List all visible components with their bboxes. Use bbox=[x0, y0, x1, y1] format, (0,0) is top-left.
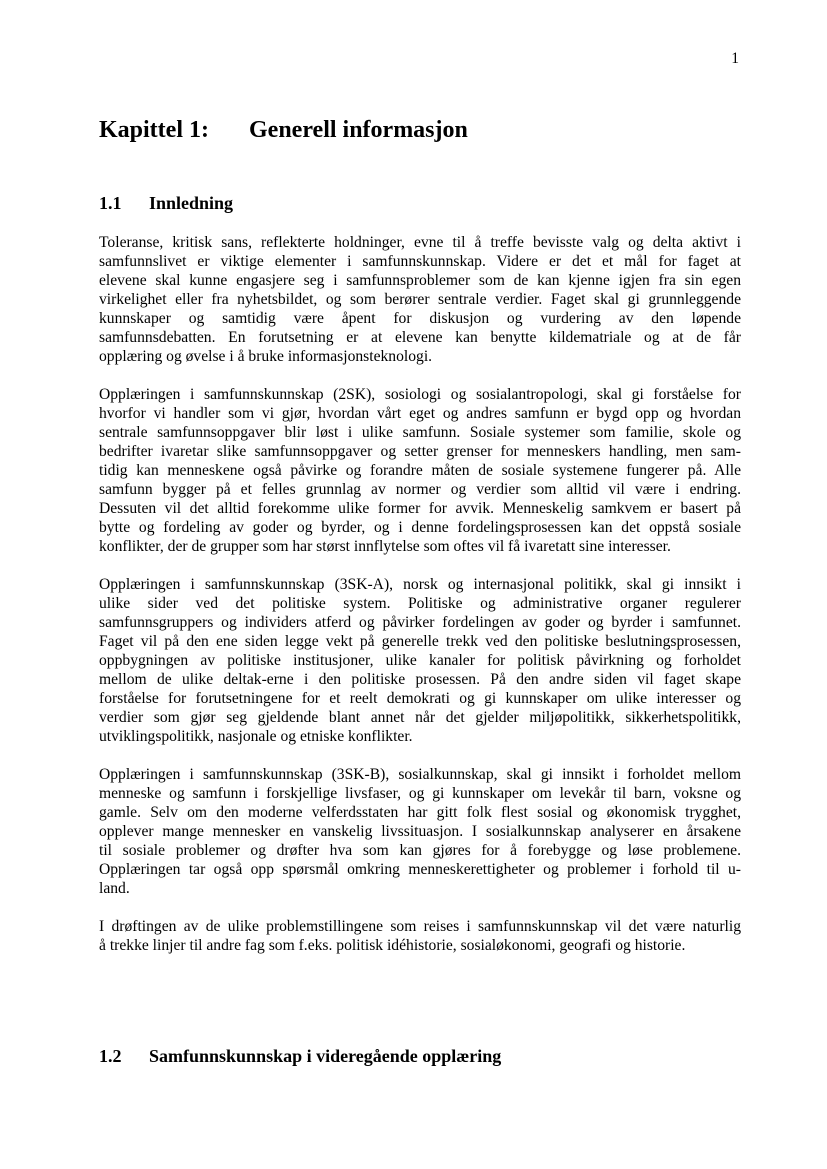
text-line: hvorfor vi handler som vi gjør, hvordan vårt eget og andres samfunn er bygd opp og hvordan bbox=[99, 405, 741, 422]
section-title: Samfunnskunnskap i videregående opplæring bbox=[149, 1046, 502, 1066]
text-line: samfunnslivet er viktige elementer i samfunnskunnskap. Videre er det et mål for faget at bbox=[99, 253, 741, 270]
text-line: elevene skal kunne engasjere seg i samfunnsproblemer som de kan kjenne igjen fra sin egen bbox=[99, 272, 741, 289]
text-line: samfunn bygger på et felles grunnlag av normer og verdier som alltid vil være i endring. bbox=[99, 481, 741, 498]
text-line: Opplæringen i samfunnskunnskap (2SK), sosiologi og sosialantropologi, skal gi forståelse for bbox=[99, 386, 741, 403]
section-number: 1.1 bbox=[99, 193, 122, 213]
chapter-number: Kapittel 1: bbox=[99, 117, 209, 143]
section-number: 1.2 bbox=[99, 1046, 122, 1066]
text-line: sentrale samfunnsoppgaver blir løst i ulike samfunn. Sosiale systemer som familie, skole og bbox=[99, 424, 741, 441]
text-line: Opplæringen tar også opp spørsmål omkring menneskerettigheter og problemer i forhold til u- bbox=[99, 861, 741, 878]
text-line: Opplæringen i samfunnskunnskap (3SK-B), sosialkunnskap, skal gi innsikt i forholdet mellom bbox=[99, 766, 741, 783]
body-text bbox=[99, 233, 741, 974]
section-heading-1-1 bbox=[99, 193, 233, 214]
chapter-title: Generell informasjon bbox=[249, 117, 468, 143]
paragraph bbox=[99, 385, 741, 556]
chapter-heading bbox=[99, 117, 468, 144]
text-line: utviklingspolitikk, nasjonale og etniske konflikter. bbox=[99, 728, 413, 745]
text-line: ulike sider ved det politiske system. Politiske og administrative organer regulerer bbox=[99, 595, 741, 612]
text-line: Opplæringen i samfunnskunnskap (3SK-A), norsk og internasjonal politikk, skal gi innsikt i bbox=[99, 576, 741, 593]
text-line: Dessuten vil det alltid forekomme ulike former for avvik. Menneskelig samkvem er basert på bbox=[99, 500, 741, 517]
text-line: opplæring og øvelse i å bruke informasjonsteknologi. bbox=[99, 348, 433, 365]
paragraph bbox=[99, 765, 741, 898]
text-line: forståelse for forutsetningene for et reelt demokrati og gi kunnskaper om ulike interesser og bbox=[99, 690, 741, 707]
text-line: samfunnsgruppers og individers atferd og påvirker fordelingen av goder og byrder i samfunnet. bbox=[99, 614, 741, 631]
text-line: konflikter, der de grupper som har størst innflytelse som oftes vil få ivaretatt sine interesser. bbox=[99, 538, 671, 555]
text-line: tidig kan menneskene også påvirke og forandre måten de sosiale systemene fungerer på. Alle bbox=[99, 462, 741, 479]
text-line: Faget vil på den ene siden legge vekt på generelle trekk ved den politiske beslutningsprosessen, bbox=[99, 633, 741, 650]
text-line: I drøftingen av de ulike problemstillingene som reises i samfunnskunnskap vil det være naturlig bbox=[99, 918, 741, 935]
text-line: oppbygningen av politiske institusjoner, ulike kanaler for politisk påvirkning og forholdet bbox=[99, 652, 741, 669]
text-line: Toleranse, kritisk sans, reflekterte holdninger, evne til å treffe bevisste valg og delta aktivt i bbox=[99, 234, 741, 251]
text-line: land. bbox=[99, 880, 130, 897]
text-line: bedrifter ivaretar slike samfunnsoppgaver og setter grenser for menneskers handling, men sam- bbox=[99, 443, 741, 460]
paragraph bbox=[99, 575, 741, 746]
text-line: kunnskaper og samtidig være åpent for diskusjon og vurdering av den løpende bbox=[99, 310, 741, 327]
section-title: Innledning bbox=[149, 193, 234, 213]
section-heading-1-2 bbox=[99, 1046, 501, 1067]
text-line: samfunnsdebatten. En forutsetning er at elevene kan benytte kildematriale og at de får bbox=[99, 329, 741, 346]
text-line: til sosiale problemer og drøfter hva som kan gjøres for å forebygge og løse problemene. bbox=[99, 842, 741, 859]
text-line: mellom de ulike deltak-erne i den politiske prosessen. På den andre siden vil faget skape bbox=[99, 671, 741, 688]
paragraph bbox=[99, 233, 741, 366]
text-line: menneske og samfunn i forskjellige livsfaser, og gi kunnskaper om levekår til barn, voksne og bbox=[99, 785, 741, 802]
text-line: verdier som gjør seg gjeldende blant annet når det gjelder miljøpolitikk, sikkerhetspolitikk, bbox=[99, 709, 741, 726]
text-line: virkelighet eller fra nyhetsbildet, og som berører sentrale verdier. Faget skal gi grunnleggende bbox=[99, 291, 741, 308]
page-number: 1 bbox=[731, 50, 739, 67]
text-line: gamle. Selv om den moderne velferdsstaten har gitt folk flest sosial og økonomisk trygghet, bbox=[99, 804, 741, 821]
text-line: opplever mange mennesker en vanskelig livssituasjon. I sosialkunnskap analyserer en årsakene bbox=[99, 823, 741, 840]
text-line: bytte og fordeling av goder og byrder, og i denne fordelingsprosessen kan det oppstå sosiale bbox=[99, 519, 741, 536]
text-line: å trekke linjer til andre fag som f.eks. politisk idéhistorie, sosialøkonomi, geografi og historie. bbox=[99, 937, 686, 954]
paragraph bbox=[99, 917, 741, 955]
